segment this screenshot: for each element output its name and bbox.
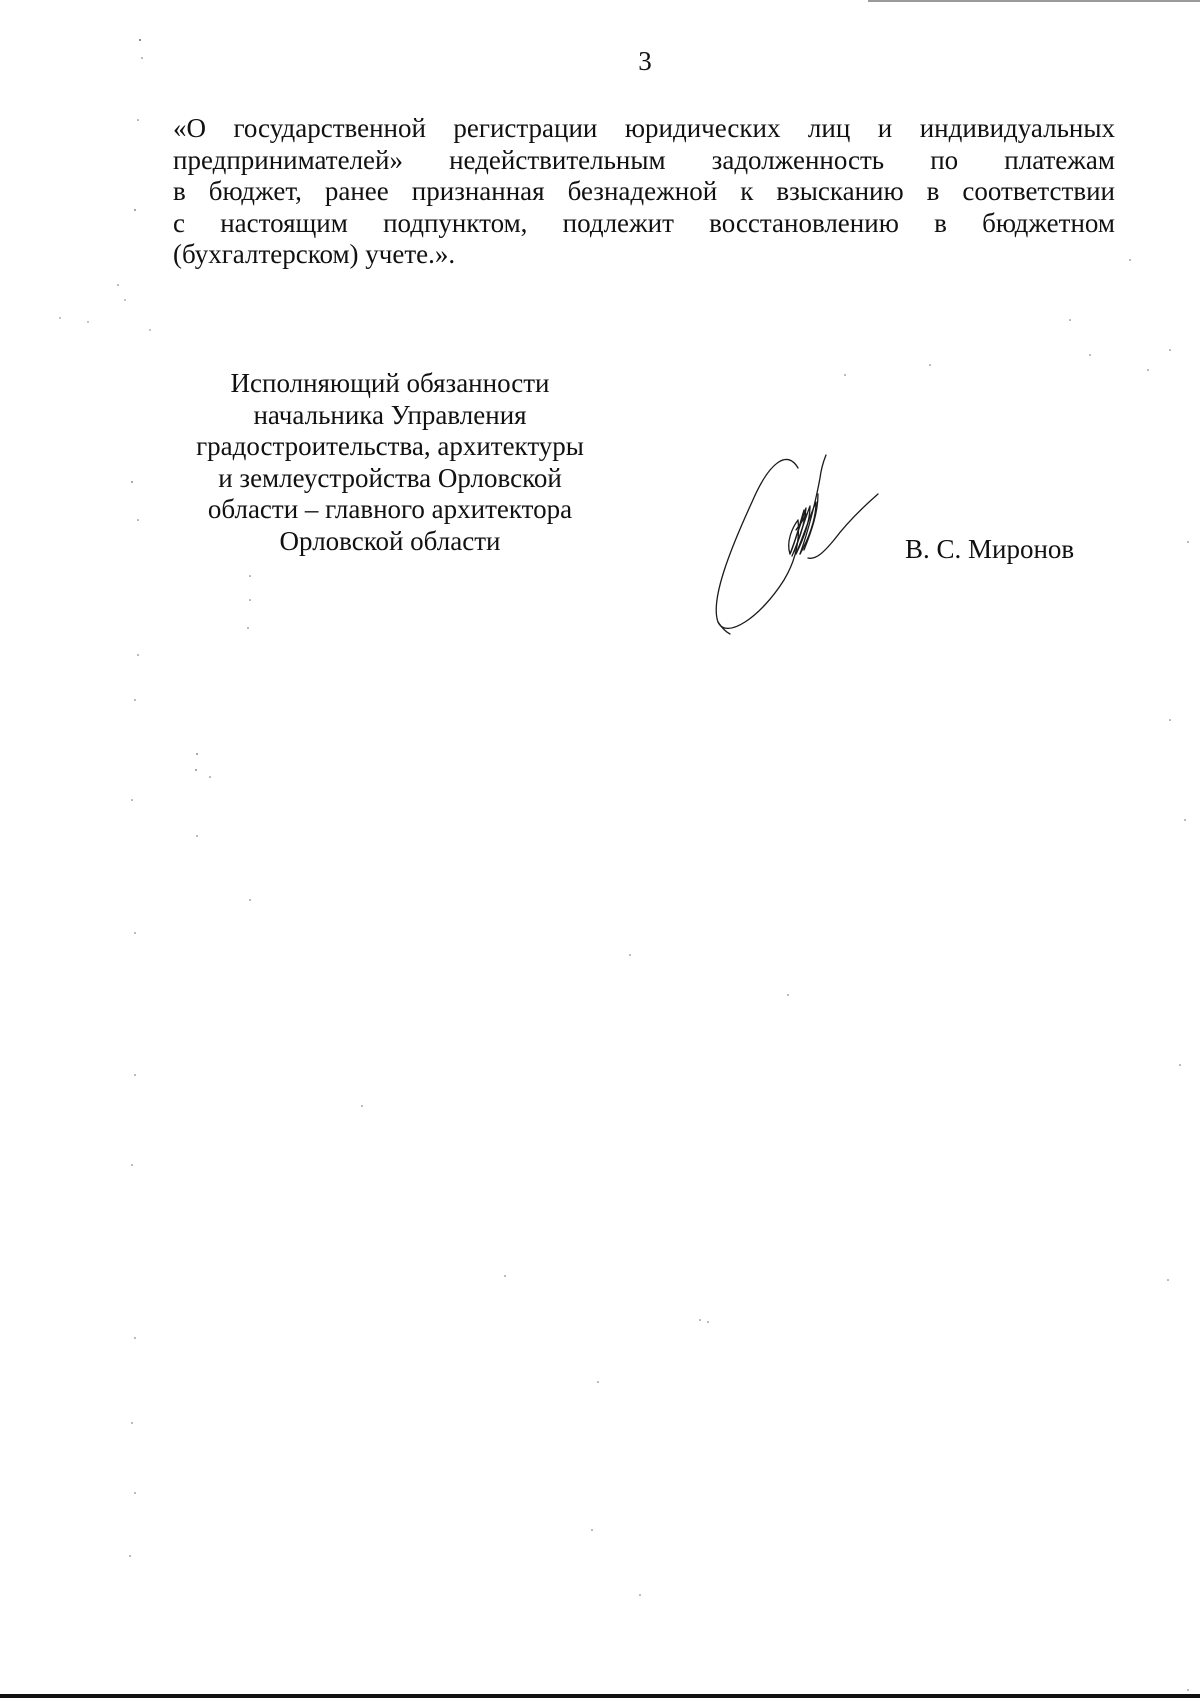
signer-title-line: начальника Управления	[253, 399, 527, 430]
signer-title-line: градостроительства, архитектуры	[196, 431, 584, 461]
body-line: (бухгалтерском) учете.».	[173, 239, 456, 269]
signer-title-line: и землеустройства Орловской	[218, 462, 562, 493]
body-line: с настоящим подпунктом, подлежит восстановлению в бюджетном	[173, 207, 1115, 238]
body-line: «О государственной регистрации юридических лиц и индивидуальных	[173, 113, 1115, 143]
signer-title-line: Орловской области	[279, 525, 501, 556]
signer-name: В. С. Миронов	[905, 534, 1075, 564]
body-line: предпринимателей» недействительным задолженность по платежам	[173, 144, 1115, 175]
page-number: 3	[638, 46, 652, 76]
body-line: в бюджет, ранее признанная безнадежной к взысканию в соответствии	[173, 176, 1115, 206]
signer-title	[175, 368, 605, 557]
signer-title-line: области – главного архитектора	[207, 494, 573, 524]
signer-title-line: Исполняющий обязанности	[230, 368, 550, 398]
handwritten-signature	[700, 450, 900, 640]
scan-edge-line-bottom	[0, 1694, 1200, 1698]
scan-edge-line-top	[868, 0, 1200, 2]
body-paragraph	[173, 113, 1115, 271]
